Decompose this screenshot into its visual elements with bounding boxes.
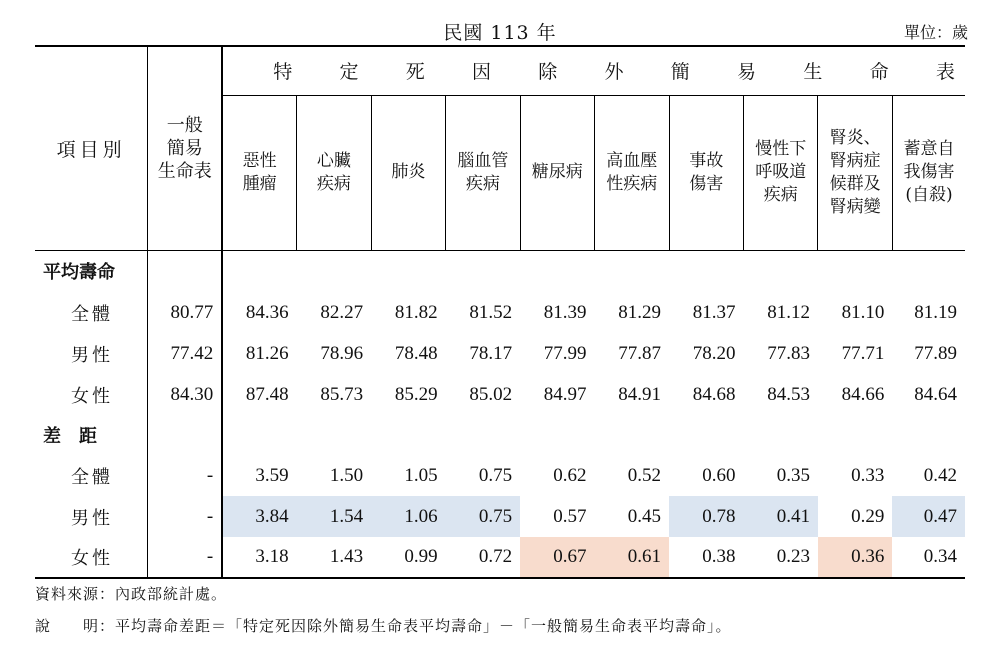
table-cell-highlight: 1.06	[371, 496, 445, 537]
table-cell: 81.10	[841, 301, 885, 323]
table-cell: 84.36	[222, 292, 296, 333]
table-cell: 0.45	[627, 505, 661, 527]
table-cell: 0.62	[553, 464, 587, 486]
cause-header-accident: 事故 傷害	[669, 95, 743, 250]
table-cell: 81.26	[222, 333, 296, 374]
row-label: 男性	[71, 507, 113, 529]
table-cell: 0.33	[851, 464, 885, 486]
section-row	[35, 415, 965, 455]
table-cell: 84.53	[767, 383, 810, 405]
table-cell: 85.29	[394, 383, 438, 405]
section-title-gap: 差 距	[43, 426, 97, 447]
table-cell: 0.57	[553, 505, 587, 527]
table-cell: -	[148, 496, 222, 537]
cause-header-cancer: 惡性 腫瘤	[222, 95, 296, 250]
row-label: 全體	[71, 466, 113, 488]
cause-header-pneumonia: 肺炎	[371, 95, 445, 250]
table-cell: 84.30	[148, 374, 222, 415]
table-cell: -	[148, 455, 222, 496]
table-cell: 77.71	[841, 342, 885, 364]
table-cell: 78.96	[320, 342, 364, 364]
unit-label: 單位：歲	[903, 23, 968, 42]
table-cell: 0.29	[851, 505, 885, 527]
table-cell: 78.48	[394, 342, 438, 364]
table-cell: 81.37	[692, 301, 736, 323]
table-cell: 80.77	[148, 292, 222, 333]
table-cell: 0.38	[669, 537, 743, 578]
section-title-life-expectancy: 平均壽命	[43, 262, 115, 284]
table-cell: 0.42	[923, 464, 957, 486]
table-cell: 0.34	[892, 537, 965, 578]
table-cell: 77.99	[543, 342, 587, 364]
table-cell-highlight: 0.78	[669, 496, 743, 537]
table-cell: 84.66	[841, 383, 885, 405]
table-cell: 81.39	[543, 301, 587, 323]
section-row	[35, 250, 965, 292]
table-cell: 3.59	[222, 455, 296, 496]
table-year-title: 民國 113 年	[443, 22, 557, 44]
row-label: 女性	[71, 385, 113, 407]
table-cell: 81.19	[914, 301, 957, 323]
row-label: 全體	[71, 303, 113, 325]
table-cell: 78.20	[692, 342, 736, 364]
cause-group-header: 特 定 死 因 除 外 簡 易 生 命 表	[222, 46, 965, 95]
table-cell-highlight: 0.47	[892, 496, 965, 537]
table-cell-highlight: 0.36	[818, 537, 892, 578]
table-row	[35, 292, 965, 333]
table-cell: 0.99	[371, 537, 445, 578]
table-cell: 0.75	[478, 464, 513, 486]
table-cell-highlight: 3.84	[222, 496, 296, 537]
life-table	[35, 45, 965, 579]
table-cell: 77.89	[914, 342, 957, 364]
table-cell: 81.12	[767, 301, 810, 323]
table-cell: -	[148, 537, 222, 578]
table-row	[35, 374, 965, 415]
table-cell: 81.29	[618, 301, 661, 323]
table-row	[35, 455, 965, 496]
table-cell: 84.97	[543, 383, 587, 405]
table-cell: 0.35	[776, 464, 810, 486]
table-cell: 82.27	[320, 301, 364, 323]
table-row	[35, 537, 965, 578]
table-cell: 77.87	[618, 342, 661, 364]
cause-header-respiratory: 慢性下 呼吸道 疾病	[743, 95, 817, 250]
table-cell: 1.50	[329, 464, 364, 486]
table-row	[35, 496, 965, 537]
table-cell: 85.02	[469, 383, 513, 405]
table-cell: 77.83	[767, 342, 810, 364]
table-cell-highlight: 0.61	[595, 537, 669, 578]
table-cell: 87.48	[222, 374, 296, 415]
table-cell: 1.43	[297, 537, 371, 578]
cause-header-cerebrovascular: 腦血管 疾病	[446, 95, 520, 250]
table-cell: 0.72	[446, 537, 520, 578]
table-cell: 1.05	[404, 464, 438, 486]
table-cell-highlight: 0.41	[743, 496, 817, 537]
row-label: 女性	[35, 537, 148, 578]
table-cell-highlight: 1.54	[297, 496, 371, 537]
table-cell: 85.73	[320, 383, 364, 405]
cause-header-suicide: 蓄意自 我傷害 (自殺)	[892, 95, 965, 250]
table-cell: 0.23	[743, 537, 817, 578]
cause-header-hypertension: 高血壓 性疾病	[595, 95, 669, 250]
table-cell: 0.60	[702, 464, 736, 486]
table-cell: 77.42	[148, 333, 222, 374]
source-note: 資料來源：內政部統計處。	[35, 585, 228, 603]
row-label: 男性	[71, 344, 113, 366]
table-cell: 81.52	[469, 301, 513, 323]
table-cell-highlight: 0.75	[446, 496, 520, 537]
table-cell-highlight: 0.67	[520, 537, 594, 578]
cause-header-nephritis: 腎炎、 腎病症 候群及 腎病變	[818, 95, 892, 250]
cause-header-diabetes: 糖尿病	[520, 95, 594, 250]
table-cell: 84.64	[914, 383, 957, 405]
table-row	[35, 333, 965, 374]
general-life-table-header: 一般 簡易 生命表	[148, 46, 222, 250]
explanation-note: 說 明：平均壽命差距＝「特定死因除外簡易生命表平均壽命」－「一般簡易生命表平均壽命」。	[35, 617, 732, 635]
table-cell: 3.18	[222, 537, 296, 578]
table-cell: 84.68	[692, 383, 736, 405]
item-column-header: 項目別	[35, 46, 148, 250]
table-cell: 84.91	[618, 383, 661, 405]
table-cell: 78.17	[469, 342, 513, 364]
table-cell: 81.82	[394, 301, 438, 323]
table-cell: 0.52	[627, 464, 661, 486]
cause-header-heart: 心臟 疾病	[297, 95, 371, 250]
